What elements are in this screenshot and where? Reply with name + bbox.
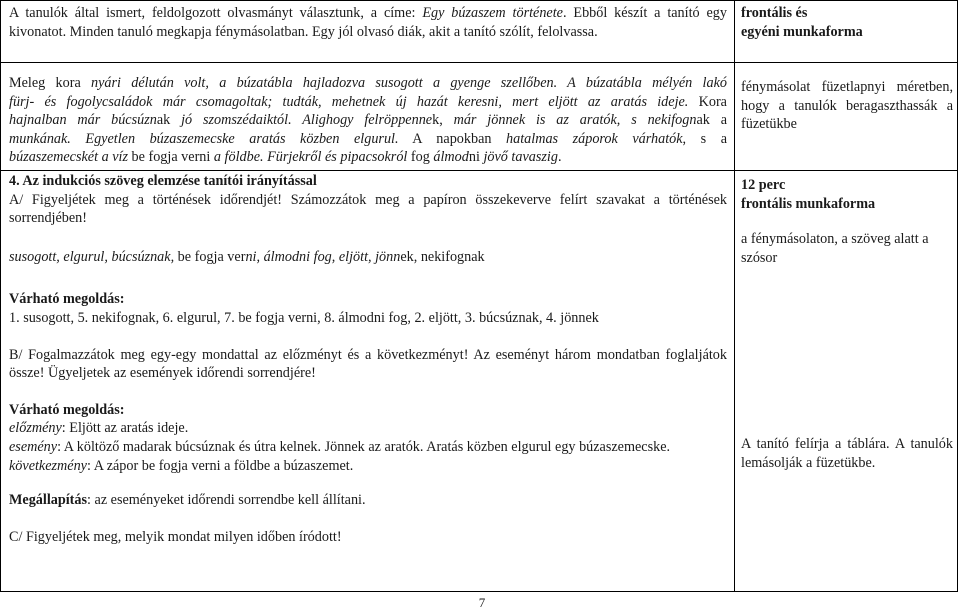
excerpt-italic: a földbe. Fürjekről és pipacsokról: [213, 149, 408, 166]
excerpt-text: ni: [468, 149, 484, 166]
word-list-location-note: a fénymásolaton, a szöveg alatt a szósor: [741, 231, 929, 266]
excerpt-italic: munkának. Egyetlen búzaszemecske aratás közben elgurul.: [9, 130, 399, 147]
excerpt-text: .: [557, 149, 562, 166]
story-excerpt: [9, 74, 727, 167]
task-a: A/ Figyeljétek meg a történések időrendjét! Számozzátok meg a papíron összekeverve felírt szavakat a történések sorrendjében!: [9, 191, 727, 227]
excerpt-italic: hajnalban már búcsúzn: [9, 112, 157, 129]
excerpt-text: fog: [407, 149, 434, 166]
row-divider-1: [0, 62, 958, 63]
excerpt-italic: már jönnek is az aratók, s nekifogn: [453, 112, 697, 129]
excerpt-italic: fürj- és fogolycsaládok már csomagoltak; tudták, mehetnek új hazát keresni, mert eljött az aratás ideje.: [9, 93, 689, 110]
section4-content: [9, 172, 727, 546]
excerpt-italic: búzaszemecskét a víz: [9, 149, 128, 166]
excerpt-text: Meleg kora: [9, 75, 92, 91]
conclusion-text: : az eseményeket időrendi sorrendbe kell állítani.: [87, 492, 366, 509]
intro-text-a: A tanulók által ismert, feldolgozott olvasmányt választunk, a címe:: [9, 5, 423, 21]
excerpt-text: ak: [156, 112, 182, 129]
column-divider: [734, 0, 735, 592]
section-heading: 4. Az indukciós szöveg elemzése tanítói irányítással: [9, 173, 317, 189]
section4-side-timing: [741, 176, 953, 213]
excerpt-text: Kora: [688, 93, 727, 110]
expected-solution-label: Várható megoldás:: [9, 291, 125, 308]
story-title: Egy búzaszem története: [422, 5, 563, 21]
excerpt-line-2: [9, 93, 727, 112]
kovetkezmeny-label: következmény: [9, 457, 87, 474]
work-form-line1: frontális és: [741, 5, 808, 21]
esemeny-text: : A költöző madarak búcsúznak és útra kelnek. Jönnek az aratók. Aratás közben elgurul egy búzaszemecske.: [57, 438, 671, 455]
excerpt-italic: jövő tavaszig: [483, 149, 558, 166]
row1-side-note: [741, 4, 953, 41]
elozmeny-label: előzmény: [9, 420, 62, 437]
word-list: [9, 248, 727, 267]
expected-solution-label: Várható megoldás:: [9, 401, 125, 418]
photocopy-note: fénymásolat füzetlapnyi méretben, hogy a tanulók beragaszthassák a füzetükbe: [741, 79, 953, 133]
excerpt-line-4: [9, 130, 727, 149]
intro-text-b: . Ebből készít a tanító egy kivonatot. Minden tanuló megkapja fénymásolatban. Egy jól olvasó diák, akit a tanító szólít, felolvassa.: [9, 5, 727, 40]
excerpt-italic: jó szomszédaiktól. Alighogy felröppenne: [181, 112, 433, 129]
board-note: A tanító felírja a táblára. A tanulók lemásolják a füzetükbe.: [741, 436, 953, 471]
word-list-text: ek, nekifognak: [400, 248, 485, 265]
word-list-italic: susogott, elgurul, búcsúznak,: [9, 248, 175, 265]
intro-paragraph: [9, 4, 727, 41]
elozmeny-text: : Eljött az aratás ideje.: [61, 420, 189, 437]
excerpt-line-5: [9, 148, 727, 167]
excerpt-line-1: [9, 74, 727, 93]
excerpt-text: ak a: [696, 112, 727, 129]
esemeny-line: [9, 438, 727, 457]
kovetkezmeny-text: : A zápor be fogja verni a földbe a búzaszemet.: [86, 457, 354, 474]
excerpt-italic: álmod: [433, 149, 469, 166]
elozmeny-line: [9, 419, 727, 438]
work-form-line2: egyéni munkaforma: [741, 23, 863, 40]
excerpt-text: A napokban: [398, 130, 507, 147]
work-form: frontális munkaforma: [741, 195, 876, 212]
expected-solution-a: 1. susogott, 5. nekifognak, 6. elgurul, 7. be fogja verni, 8. álmodni fog, 2. eljött, 3. búcsúznak, 4. jönnek: [9, 309, 599, 326]
excerpt-italic: nyári délután volt, a búzatábla hajladozva susogott a gyenge szellőben. A búzatábla mélyén lakó: [91, 75, 727, 91]
word-list-italic: álmodni fog, eljött, jönn: [263, 248, 401, 265]
row-divider-2: [0, 170, 958, 171]
word-list-italic: ni,: [245, 248, 264, 265]
esemeny-label: esemény: [9, 438, 58, 455]
word-list-text: be fogja ver: [174, 248, 246, 265]
excerpt-text: k,: [432, 112, 454, 129]
duration: 12 perc: [741, 177, 786, 193]
task-c: C/ Figyeljétek meg, melyik mondat milyen időben íródott!: [9, 528, 342, 545]
excerpt-italic: hatalmas záporok várhatók: [506, 130, 683, 147]
task-b: B/ Fogalmazzátok meg egy-egy mondattal az előzményt és a következményt! Az eseményt három mondatban foglaljátok össze! Ügyeljetek az események időrendi sorrendjére!: [9, 346, 727, 382]
page-number: 7: [478, 595, 486, 610]
kovetkezmeny-line: [9, 457, 727, 476]
conclusion-label: Megállapítás: [9, 492, 88, 509]
excerpt-text: be fogja verni: [128, 149, 214, 166]
excerpt-text: , s a: [682, 130, 727, 147]
conclusion-line: [9, 491, 727, 510]
excerpt-line-3: [9, 111, 727, 130]
